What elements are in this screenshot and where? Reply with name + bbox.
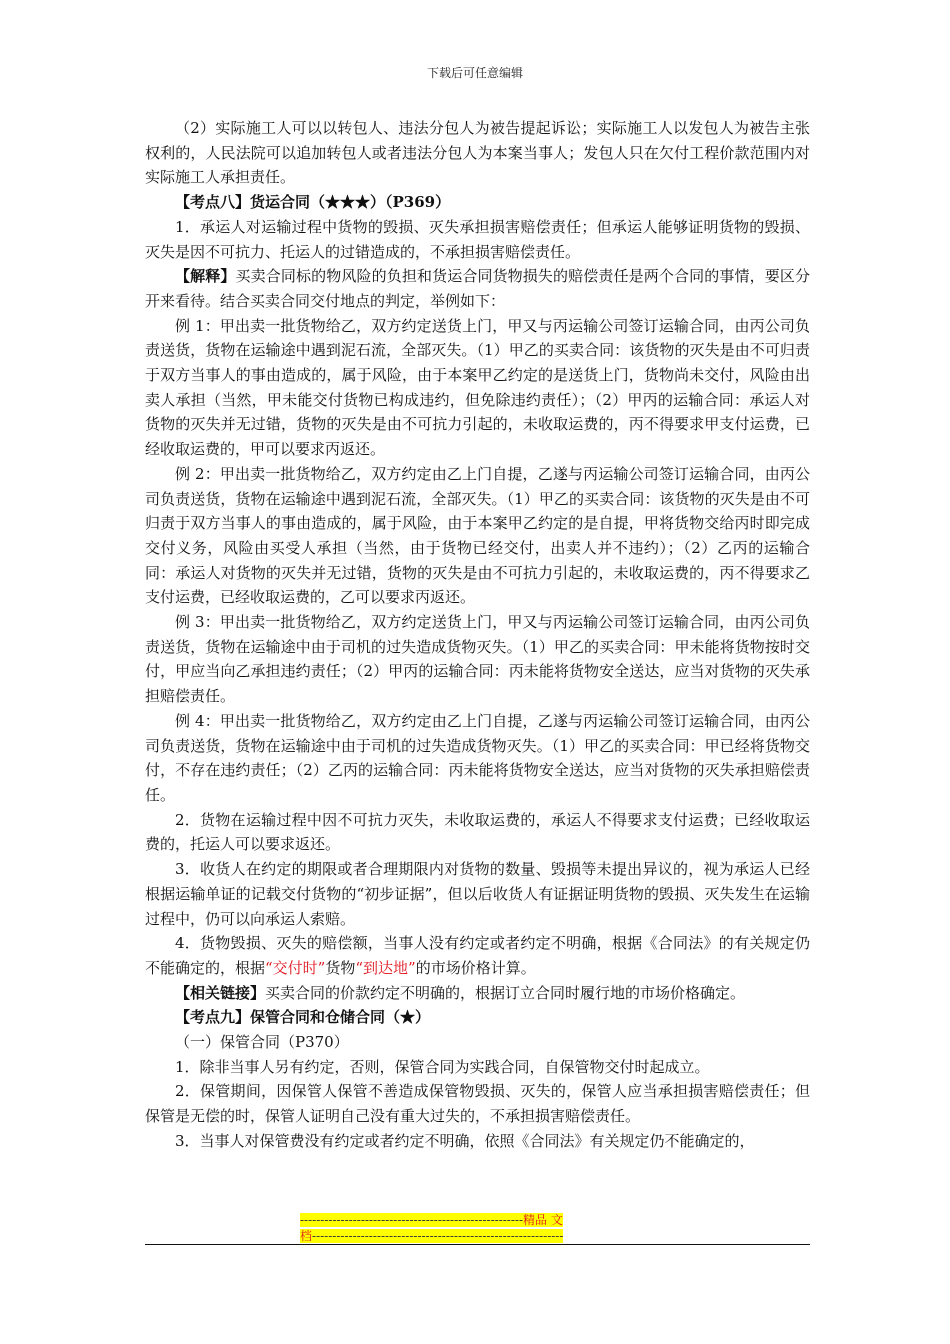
paragraph-example-3: 例 3：甲出卖一批货物给乙，双方约定送货上门，甲又与丙运输公司签订运输合同，由丙公司负责送货，货物在运输途中由于司机的过失造成货物灭失。（1）甲乙的买卖合同：甲未能将货物按时交付，甲应当向乙承担违约责任；（2）甲丙的运输合同：丙未能将货物安全送达，应当对货物的灭失承担赔偿责任。 [145,613,810,706]
document-body [145,116,810,1154]
paragraph-example-4: 例 4：甲出卖一批货物给乙，双方约定由乙上门自提，乙遂与丙运输公司签订运输合同，由丙公司负责送货，货物在运输途中由于司机的过失造成货物灭失。（1）甲乙的买卖合同：甲已经将货物交付，不存在违约责任；（2）乙丙的运输合同：丙未能将货物安全送达，应当对货物的灭失承担赔偿责任。 [145,711,810,804]
related-link-label: 【相关链接】 [175,983,266,1002]
paragraph-custody-3: 3．当事人对保管费没有约定或者约定不明确，依照《合同法》有关规定仍不能确定的， [175,1131,755,1150]
footer-line-1: -------------------------------------------------------精品 文 [300,1213,563,1227]
page-footer [300,1212,650,1244]
page-header: 下载后可任意编辑 [426,66,523,80]
paragraph-example-2: 例 2：甲出卖一批货物给乙，双方约定由乙上门自提，乙遂与丙运输公司签订运输合同，由丙公司负责送货，货物在运输途中遇到泥石流，全部灭失。（1）甲乙的买卖合同：该货物的灭失是由不可归责于双方当事人的事由造成的，属于风险，由于本案甲乙约定的是自提，甲将货物交给丙时即完成交付义务，风险由买受人承担（当然，由于货物已经交付，出卖人并不违约）；（2）乙丙的运输合同：承运人对货物的灭失并无过错，货物的灭失是由不可抗力引起的，未收取运费的，丙不得要求乙支付运费，已经收取运费的，乙可以要求丙返还。 [145,464,810,607]
paragraph-related-link: 【相关链接】买卖合同的价款约定不明确的，根据订立合同时履行地的市场价格确定。 [175,983,746,1002]
heading-point-8: 【考点八】货运合同（★★★）（P369） [175,193,451,212]
paragraph-consignee-objection: 3．收货人在约定的期限或者合理期限内对货物的数量、毁损等未提出异议的，视为承运人已经根据运输单证的记载交付货物的“初步证据”，但以后收货人有证据证明货物的毁损、灭失发生在运输过程中，仍可以向承运人索赔。 [145,860,810,928]
paragraph-explanation: 【解释】买卖合同标的物风险的负担和货运合同货物损失的赔偿责任是两个合同的事情，要区分开来看待。结合买卖合同交付地点的判定，举例如下： [145,267,810,310]
paragraph-custody-1: 1．除非当事人另有约定，否则，保管合同为实践合同，自保管物交付时起成立。 [175,1057,710,1076]
footer-mark: 精品 文 [523,1213,563,1227]
paragraph-force-majeure: 2．货物在运输过程中因不可抗力灭失，未收取运费的，承运人不得要求支付运费；已经收取运费的，托运人可以要求返还。 [145,810,810,854]
paragraph-construction-suit: （2）实际施工人可以以转包人、违法分包人为被告提起诉讼；实际施工人以发包人为被告主张权利的，人民法院可以追加转包人或者违法分包人为本案当事人；发包人只在欠付工程价款范围内对实际施工人承担责任。 [145,119,810,187]
explanation-label: 【解释】 [175,267,236,286]
footer-line-2: 档-------------------------------------------------------------- [300,1229,564,1243]
highlight-delivery-time: “交付时” [265,958,326,977]
paragraph-carrier-liability: 1．承运人对运输过程中货物的毁损、灭失承担损害赔偿责任；但承运人能够证明货物的毁损、灭失是因不可抗力、托运人的过错造成的，不承担损害赔偿责任。 [145,217,810,261]
paragraph-example-1: 例 1：甲出卖一批货物给乙，双方约定送货上门，甲又与丙运输公司签订运输合同，由丙公司负责送货，货物在运输途中遇到泥石流，全部灭失。（1）甲乙的买卖合同：该货物的灭失是由不可归责于双方当事人的事由造成的，属于风险，由于本案甲乙约定的是送货上门，货物尚未交付，风险由出卖人承担（当然，甲未能交付货物已构成违约，但免除违约责任）；（2）甲丙的运输合同：承运人对货物的灭失并无过错，货物的灭失是由不可抗力引起的，未收取运费的，丙不得要求甲支付运费，已经收取运费的，甲可以要求丙返还。 [145,316,810,459]
footer-divider [145,1244,810,1245]
subheading-custody-contract: （一）保管合同（P370） [175,1033,349,1052]
highlight-destination: “到达地” [355,958,416,977]
paragraph-custody-2: 2．保管期间，因保管人保管不善造成保管物毁损、灭失的，保管人应当承担损害赔偿责任；但保管是无偿的时，保管人证明自己没有重大过失的，不承担损害赔偿责任。 [145,1082,810,1126]
paragraph-compensation-amount: 4．货物毁损、灭失的赔偿额，当事人没有约定或者约定不明确，根据《合同法》的有关规定仍不能确定的，根据“交付时”货物“到达地”的市场价格计算。 [145,934,810,977]
heading-point-9: 【考点九】保管合同和仓储合同（★） [175,1008,431,1027]
